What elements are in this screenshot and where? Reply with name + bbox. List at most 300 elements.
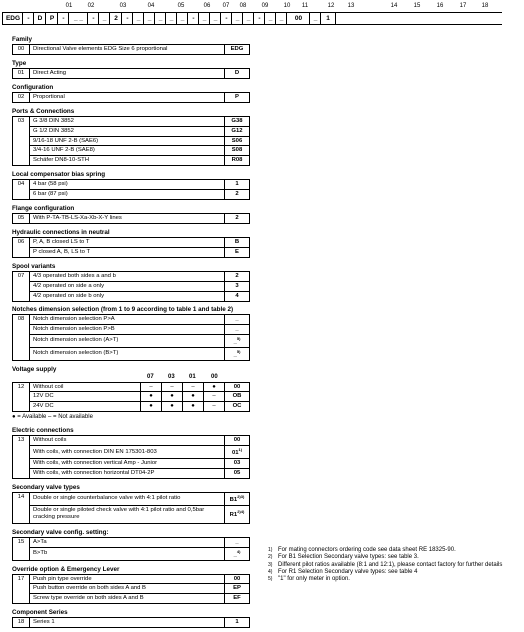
- option-code: [225, 45, 250, 55]
- section-title-hydraulic: Hydraulic connections in neutral: [12, 228, 110, 236]
- option-description-text: Schäfer DN8-10-STH: [33, 157, 89, 164]
- options-table-type: [12, 68, 250, 79]
- option-number: 13: [13, 436, 30, 479]
- option-code: [225, 271, 250, 281]
- option-description-text: G 3/8 DIN 3852: [33, 117, 74, 124]
- options-table-component: [12, 617, 250, 628]
- option-description-text: Notch dimension selection P>B: [33, 325, 115, 332]
- availability-mark: –: [183, 382, 204, 392]
- availability-mark: ●: [162, 392, 183, 402]
- option-code: [225, 291, 250, 301]
- option-code: [225, 402, 250, 412]
- option-code-text: B1: [229, 496, 238, 503]
- option-code: [225, 347, 250, 360]
- section-title-ports: Ports & Connections: [12, 107, 75, 115]
- option-code: [225, 214, 250, 224]
- code-cell: -: [253, 13, 265, 24]
- option-code: [225, 92, 250, 102]
- option-description: [30, 347, 225, 360]
- option-description: [30, 584, 225, 594]
- option-description: [30, 45, 225, 55]
- option-description-text: A>Ta: [33, 538, 47, 545]
- option-description: [30, 291, 225, 301]
- option-code-text: _: [235, 325, 239, 332]
- option-row: [13, 505, 250, 523]
- options-table-voltage: [12, 382, 250, 413]
- option-code: [225, 436, 250, 446]
- option-description-text: Push pin type override: [33, 575, 92, 582]
- footnote-text: For mating connectors ordering code see data sheet RE 18325-90.: [278, 547, 456, 553]
- footnote-number: 2): [268, 554, 273, 561]
- option-code-text: 1: [235, 619, 239, 626]
- option-description: [30, 68, 225, 78]
- code-position-10: 10: [283, 3, 291, 9]
- option-code: [225, 315, 250, 325]
- option-description-text: Screw type override on both sides A and B: [33, 595, 144, 602]
- code-position-numbers: [0, 3, 520, 11]
- option-code-text: OB: [232, 393, 242, 400]
- option-code-text: 2: [235, 215, 239, 222]
- option-description-text: 24V DC: [33, 403, 54, 410]
- footnote-ref: 2)4): [237, 509, 245, 515]
- option-description: [30, 324, 225, 334]
- option-code-text: R08: [231, 157, 243, 164]
- section-title-secondary: Secondary valve types: [12, 483, 80, 491]
- section-title-flange: Flange configuration: [12, 205, 75, 213]
- code-cell: _: [98, 13, 110, 24]
- options-table-family: [12, 44, 250, 55]
- code-cell: _: [242, 13, 254, 24]
- option-description: [30, 446, 225, 459]
- option-code: [225, 334, 250, 347]
- option-code: [225, 459, 250, 469]
- voltage-head-01: 01: [189, 373, 196, 380]
- option-code: [225, 392, 250, 402]
- footnote-ref: 4): [236, 548, 241, 554]
- option-description: [30, 271, 225, 281]
- option-number: 04: [13, 180, 30, 200]
- options-table-secondary: [12, 492, 250, 524]
- option-description-text: Without coil: [33, 383, 64, 390]
- option-description: [30, 146, 225, 156]
- option-code-text: EDG: [230, 46, 244, 52]
- option-row: [13, 574, 250, 584]
- code-position-12: 12: [327, 3, 335, 9]
- availability-mark: ●: [162, 402, 183, 412]
- option-code: [225, 126, 250, 136]
- option-description: [30, 214, 225, 224]
- option-code-text: S06: [231, 137, 243, 144]
- option-code-text: B: [234, 238, 240, 245]
- option-description: [30, 459, 225, 469]
- option-code-text: 00: [233, 383, 241, 390]
- option-description-text: B>Tb: [33, 550, 48, 557]
- footnote-text: Different pilot ratios available (8:1 and 12:1), please contact factory for further details: [278, 561, 503, 568]
- option-code-text: EP: [233, 585, 241, 592]
- options-table-override: [12, 574, 250, 605]
- option-description-text: 3/4-16 UNF 2-B (SAE8): [33, 147, 95, 154]
- section-title-setting: Secondary valve config. setting:: [12, 528, 109, 536]
- option-row: [13, 334, 250, 347]
- option-row: [13, 618, 250, 628]
- option-code-text: 2: [235, 191, 239, 198]
- option-description: [30, 180, 225, 190]
- option-code-text: D: [234, 69, 240, 76]
- code-position-01: 01: [65, 3, 73, 9]
- option-description-text: Series 1: [33, 619, 55, 626]
- footnote: [268, 554, 513, 561]
- option-code-text: E: [235, 248, 239, 255]
- option-code: [225, 180, 250, 190]
- section-title-family: Family: [12, 36, 32, 43]
- option-description: [30, 315, 225, 325]
- option-number: 12: [13, 382, 30, 412]
- section-title-notches: Notches dimension selection (from 1 to 9 according to table 1 and table 2): [12, 305, 234, 313]
- option-code: [225, 468, 250, 478]
- option-description-text: Notch dimension selection (A>T): [33, 337, 119, 344]
- option-code: [225, 247, 250, 257]
- availability-legend: ● = Available – = Not available: [12, 414, 93, 421]
- option-code-text: P: [235, 93, 239, 100]
- option-description: [30, 537, 225, 547]
- option-code-text: 00: [233, 575, 241, 582]
- code-cell: -: [57, 13, 69, 24]
- option-number: 03: [13, 116, 30, 166]
- option-description-text: P, A, B closed LS to T: [33, 238, 90, 245]
- footnote-number: 4): [268, 568, 273, 575]
- option-code-text: 05: [233, 469, 241, 476]
- option-number: 02: [13, 92, 30, 102]
- code-position-05: 05: [177, 3, 185, 9]
- availability-mark: –: [141, 382, 162, 392]
- voltage-head-07: 07: [147, 373, 154, 380]
- option-code-text: 2: [235, 272, 239, 279]
- code-cell: _: [198, 13, 210, 24]
- option-description: [30, 281, 225, 291]
- voltage-column-header: [12, 374, 262, 382]
- option-description-text: Proportional: [33, 93, 65, 100]
- option-description: [30, 547, 225, 560]
- options-table-hydraulic: [12, 237, 250, 258]
- footnote-ref: 5): [236, 335, 241, 341]
- availability-mark: ●: [183, 402, 204, 412]
- footnote-number: 3): [268, 561, 273, 568]
- option-code: [225, 574, 250, 584]
- option-code: [225, 594, 250, 604]
- option-row: [13, 446, 250, 459]
- code-position-07: 07: [222, 3, 230, 9]
- availability-mark: –: [204, 392, 225, 402]
- option-code-text: _: [233, 338, 237, 345]
- option-number: 06: [13, 237, 30, 257]
- option-description-text: 9/16-18 UNF 2-B (SAE6): [33, 137, 99, 144]
- code-position-04: 04: [147, 3, 155, 9]
- code-cell: 00: [286, 13, 310, 24]
- section-title-spool: Spool variants: [12, 262, 56, 270]
- ordering-code-row: [2, 12, 502, 25]
- availability-mark: –: [162, 382, 183, 392]
- option-description-text: Without coils: [33, 437, 67, 444]
- code-position-09: 09: [261, 3, 269, 9]
- option-code-text: G12: [231, 127, 243, 134]
- option-description-text: 4/2 operated on side b only: [33, 292, 105, 299]
- code-position-06: 06: [203, 3, 211, 9]
- option-description-text: 4 bar (58 psi): [33, 181, 68, 188]
- code-position-16: 16: [436, 3, 444, 9]
- code-cell: D: [33, 13, 46, 24]
- code-cell: 1: [320, 13, 336, 24]
- code-cell: -: [22, 13, 34, 24]
- option-code-text: _: [235, 316, 239, 322]
- option-row: [13, 247, 250, 257]
- option-description: [30, 237, 225, 247]
- option-code-text: 3: [235, 282, 239, 289]
- code-cell: -: [220, 13, 232, 24]
- option-row: [13, 180, 250, 190]
- option-row: [13, 492, 250, 505]
- availability-mark: ●: [141, 402, 162, 412]
- footnote: [268, 547, 513, 554]
- option-code: [225, 618, 250, 628]
- code-cell: 2: [109, 13, 122, 24]
- option-description-text: P closed A, B, LS to T: [33, 248, 91, 255]
- options-table-spool: [12, 271, 250, 302]
- code-position-17: 17: [459, 3, 467, 9]
- section-title-configuration: Configuration: [12, 83, 54, 91]
- voltage-head-00: 00: [211, 373, 218, 380]
- footnote-text: For R1 Selection Secondary valve types: see table 4: [278, 568, 418, 575]
- code-cell: _: [275, 13, 287, 24]
- option-code-text: OC: [232, 403, 242, 410]
- footnote-number: 1): [268, 547, 273, 553]
- footnote-number: 5): [268, 576, 273, 583]
- option-code-text: R1: [229, 512, 238, 519]
- code-position-11: 11: [301, 3, 309, 9]
- options-table-notches: [12, 314, 250, 361]
- option-row: [13, 382, 250, 392]
- option-code: [225, 324, 250, 334]
- footnote-ref: 2)3): [237, 493, 245, 499]
- section-title-override: Override option & Emergency Lever: [12, 565, 120, 573]
- option-description-text: With coils, with connection DIN EN 175301-803: [33, 448, 157, 455]
- option-description: [30, 382, 141, 392]
- option-row: [13, 291, 250, 301]
- option-description-text: With coils, with connection vertical Amp - Junior: [33, 460, 158, 467]
- option-code-text: EF: [233, 595, 241, 602]
- option-description: [30, 92, 225, 102]
- option-code: [225, 446, 250, 459]
- option-row: [13, 45, 250, 55]
- option-sections: [12, 35, 262, 632]
- option-row: [13, 468, 250, 478]
- code-cell: _ _: [68, 13, 88, 24]
- option-description: [30, 136, 225, 146]
- section-title-voltage: Voltage supply: [12, 365, 57, 373]
- option-description: [30, 618, 225, 628]
- option-row: [13, 347, 250, 360]
- option-description: [30, 402, 141, 412]
- option-description-text: Double or single counterbalance valve with 4:1 pilot ratio: [33, 495, 181, 502]
- option-description-text: Double or single piloted check valve with 4:1 pilot ratio and 0,5bar cracking pressure: [33, 506, 205, 521]
- option-code: [225, 146, 250, 156]
- option-number: 00: [13, 45, 30, 55]
- options-table-setting: [12, 537, 250, 561]
- section-title-electric: Electric connections: [12, 427, 74, 435]
- code-cell: P: [45, 13, 58, 24]
- code-cell: _: [154, 13, 166, 24]
- option-row: [13, 324, 250, 334]
- option-row: [13, 436, 250, 446]
- footnote-ref: 5): [236, 348, 241, 354]
- option-description-text: Direct Acting: [33, 69, 67, 76]
- options-table-electric: [12, 435, 250, 479]
- option-number: 15: [13, 537, 30, 560]
- option-number: 08: [13, 315, 30, 361]
- option-number: 01: [13, 68, 30, 78]
- voltage-head-03: 03: [168, 373, 175, 380]
- availability-mark: ●: [204, 382, 225, 392]
- option-number: 14: [13, 492, 30, 523]
- option-code-text: 4: [235, 292, 239, 299]
- option-row: [13, 116, 250, 126]
- option-row: [13, 537, 250, 547]
- option-description: [30, 156, 225, 166]
- footnote-text: For B1 Selection Secondary valve types: see table 3.: [278, 554, 419, 561]
- code-cell: _: [165, 13, 177, 24]
- option-description: [30, 436, 225, 446]
- options-table-configuration: [12, 92, 250, 103]
- code-position-14: 14: [390, 3, 398, 9]
- section-title-component: Component Series: [12, 609, 68, 617]
- code-position-13: 13: [347, 3, 355, 9]
- option-code: [225, 492, 250, 505]
- option-code-text: _: [235, 538, 239, 545]
- option-row: [13, 594, 250, 604]
- option-description: [30, 116, 225, 126]
- option-description-text: Push button override on both sides A and B: [33, 585, 146, 592]
- option-row: [13, 459, 250, 469]
- option-code-text: S08: [231, 147, 243, 154]
- option-code: [225, 281, 250, 291]
- option-number: 05: [13, 214, 30, 224]
- code-position-18: 18: [481, 3, 489, 9]
- option-description-text: 4/2 operated on side a only: [33, 282, 105, 289]
- footnote: [268, 562, 513, 569]
- option-row: [13, 237, 250, 247]
- code-cell: _: [132, 13, 144, 24]
- footnote-ref: 1): [238, 447, 243, 453]
- option-code: [225, 537, 250, 547]
- code-cell: EDG: [2, 13, 23, 24]
- option-description: [30, 392, 141, 402]
- option-description-text: 6 bar (87 psi): [33, 191, 68, 198]
- code-cell: _: [264, 13, 276, 24]
- option-description-text: Notch dimension selection (B>T): [33, 350, 119, 357]
- option-code: [225, 547, 250, 560]
- code-cell: -: [87, 13, 99, 24]
- option-description: [30, 334, 225, 347]
- option-row: [13, 584, 250, 594]
- option-code: [225, 136, 250, 146]
- code-cell: -: [121, 13, 133, 24]
- option-code: [225, 190, 250, 200]
- option-code: [225, 505, 250, 523]
- footnote-text: "1" for only meter in option.: [278, 576, 350, 583]
- option-code: [225, 116, 250, 126]
- option-code: [225, 156, 250, 166]
- option-row: [13, 402, 250, 412]
- option-description: [30, 505, 225, 523]
- option-description: [30, 492, 225, 505]
- option-row: [13, 136, 250, 146]
- option-row: [13, 315, 250, 325]
- option-description: [30, 468, 225, 478]
- option-code-text: _: [233, 351, 237, 358]
- option-row: [13, 214, 250, 224]
- option-code: [225, 237, 250, 247]
- code-position-15: 15: [413, 3, 421, 9]
- option-code: [225, 382, 250, 392]
- availability-mark: –: [204, 402, 225, 412]
- option-description-text: Directional Valve elements EDG Size 6 proportional: [33, 46, 168, 52]
- option-description: [30, 574, 225, 584]
- option-number: 17: [13, 574, 30, 604]
- options-table-ports: [12, 116, 250, 167]
- option-code-text: 00: [233, 437, 241, 444]
- code-cell: -: [187, 13, 199, 24]
- options-table-flange: [12, 213, 250, 224]
- section-title-type: Type: [12, 59, 27, 67]
- option-description: [30, 190, 225, 200]
- option-row: [13, 271, 250, 281]
- option-row: [13, 392, 250, 402]
- code-cell: _: [176, 13, 188, 24]
- availability-mark: ●: [141, 392, 162, 402]
- option-code: [225, 68, 250, 78]
- code-position-02: 02: [87, 3, 95, 9]
- code-cell: _: [143, 13, 155, 24]
- availability-mark: ●: [183, 392, 204, 402]
- option-number: 07: [13, 271, 30, 301]
- option-description-text: With coils, with connection horizontal DT04-2P: [33, 469, 155, 476]
- option-description-text: With P-TA-TB-LS-Xa-Xb-X-Y lines: [33, 215, 122, 222]
- option-description: [30, 594, 225, 604]
- option-description: [30, 247, 225, 257]
- option-code-text: 01: [231, 450, 239, 457]
- code-cell: _: [309, 13, 321, 24]
- option-code: [225, 584, 250, 594]
- option-description-text: 12V DC: [33, 393, 54, 400]
- footnote: [268, 576, 513, 583]
- footnotes: [268, 547, 513, 583]
- option-row: [13, 547, 250, 560]
- option-code-text: 1: [235, 181, 239, 188]
- code-position-03: 03: [119, 3, 127, 9]
- code-cell: _: [231, 13, 243, 24]
- option-description: [30, 126, 225, 136]
- option-description-text: Notch dimension selection P>A: [33, 316, 115, 322]
- code-cell: _: [209, 13, 221, 24]
- footnote: [268, 569, 513, 576]
- options-table-bias: [12, 179, 250, 200]
- option-number: 18: [13, 618, 30, 628]
- option-code-text: G38: [231, 117, 243, 124]
- option-row: [13, 281, 250, 291]
- option-description-text: 4/3 operated both sides a and b: [33, 272, 116, 279]
- option-row: [13, 68, 250, 78]
- option-code-text: _: [233, 551, 237, 558]
- section-title-bias: Local compensator bias spring: [12, 171, 106, 179]
